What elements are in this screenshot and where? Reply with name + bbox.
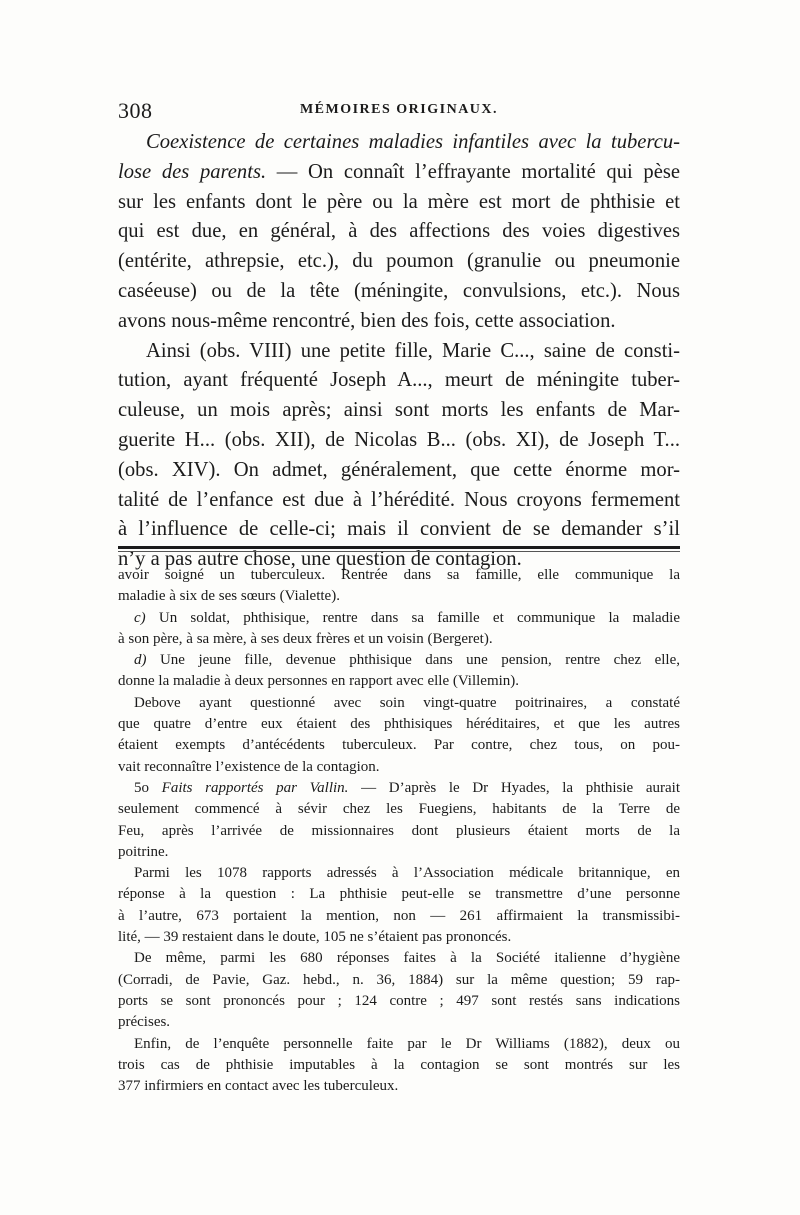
paragraph-coexistence (118, 128, 680, 337)
footnote-paragraph (118, 778, 680, 863)
footnote-paragraph (118, 1034, 680, 1098)
text-line: donne la maladie à deux personnes en rapport avec elle (Villemin). (118, 673, 520, 690)
item-label: d) (134, 652, 147, 669)
section-heading: Coexistence de certaines maladies infantiles avec la tubercu- (146, 131, 680, 153)
text-line: poitrine. (118, 843, 169, 860)
footnote-paragraph (118, 650, 680, 693)
text-line: n’y a pas autre chose, une question de contagion. (118, 548, 522, 571)
text-line: à l’influence de celle-ci; mais il convient de se demander s’il (118, 518, 680, 541)
text-line: sur les enfants dont le père ou la mère est mort de phthisie et (118, 190, 680, 213)
text-line: c) Un soldat, phthisique, rentre dans sa famille et communique la maladie (134, 609, 680, 626)
footnote-separator-thick (118, 546, 680, 549)
running-head: MÉMOIRES ORIGINAUX. (299, 102, 499, 117)
footnote-paragraph (118, 693, 680, 778)
footnotes (118, 565, 680, 1097)
text-line: ports se sont prononcés pour ; 124 contre ; 497 sont restés sans indications (118, 992, 680, 1009)
text-line: maladie à six de ses sœurs (Vialette). (118, 588, 340, 605)
text-line: culeuse, un mois après; ainsi sont morts les enfants de Mar- (118, 399, 680, 422)
main-text (118, 128, 680, 575)
text-line: avons nous-même rencontré, bien des fois, cette association. (118, 309, 616, 332)
text-line: De même, parmi les 680 réponses faites à la Société italienne d’hygiène (134, 950, 680, 967)
text-line: à son père, à sa mère, à ses deux frères et un voisin (Bergeret). (118, 630, 493, 647)
footnote-paragraph (118, 608, 680, 651)
item-label: c) (134, 609, 146, 626)
section-heading-cont: lose des parents. (118, 160, 267, 183)
text-line: Feu, après l’arrivée de missionnaires dont plusieurs étaient morts de la (118, 822, 680, 839)
text-line: caséeuse) ou de la tête (méningite, convulsions, etc.). Nous (118, 279, 680, 302)
text-line: 377 infirmiers en contact avec les tuberculeux. (118, 1078, 399, 1095)
footnote-paragraph (118, 565, 680, 608)
text-line: d) Une jeune fille, devenue phthisique dans une pension, rentre chez elle, (134, 652, 680, 669)
text-line: (entérite, athrepsie, etc.), du poumon (granulie ou pneumonie (118, 250, 680, 273)
footnote-paragraph (118, 948, 680, 1033)
text-line: talité de l’enfance est due à l’hérédité. Nous croyons fermement (118, 488, 680, 511)
text-line: (obs. XIV). On admet, généralement, que cette énorme mor- (118, 458, 680, 481)
text-line: guerite H... (obs. XII), de Nicolas B... (obs. XI), de Joseph T... (118, 428, 680, 451)
text-line: seulement commencé à sévir chez les Fuegiens, habitants de la Terre de (118, 801, 680, 818)
text-line: Parmi les 1078 rapports adressés à l’Association médicale britannique, en (134, 865, 680, 882)
page-header (118, 98, 680, 126)
item-number: 5o (134, 779, 149, 796)
text-line: 5o Faits rapportés par Vallin. — D’après le Dr Hyades, la phthisie aurait (134, 779, 681, 796)
text-line: (Corradi, de Pavie, Gaz. hebd., n. 36, 1884) sur la même question; 59 rap- (118, 971, 680, 988)
text-line: trois cas de phthisie imputables à la contagion se sont montrés sur les (118, 1056, 680, 1073)
text-line: tution, ayant fréquenté Joseph A..., meurt de méningite tuber- (118, 369, 680, 392)
text-line: étaient exempts d’antécédents tuberculeux. Par contre, chez tous, on pou- (118, 737, 680, 754)
text-line: Enfin, de l’enquête personnelle faite par le Dr Williams (1882), deux ou (134, 1035, 680, 1052)
text-line: que quatre d’entre eux étaient des phthisiques héréditaires, et que les autres (118, 716, 680, 733)
page-number: 308 (118, 98, 153, 123)
text-line: lité, — 39 restaient dans le doute, 105 ne s’étaient pas prononcés. (118, 929, 512, 946)
text-line: à l’autre, 673 portaient la mention, non — 261 affirmaient la transmissibi- (118, 907, 680, 924)
footnote-paragraph (118, 863, 680, 948)
text-line (118, 128, 680, 158)
text-line: lose des parents. — On connaît l’effrayante mortalité qui pèse (118, 160, 680, 183)
text-line: réponse à la question : La phthisie peut-elle se transmettre d’une personne (118, 886, 680, 903)
text-line: Debove ayant questionné avec soin vingt-quatre poitrinaires, a constaté (134, 694, 680, 711)
text-line: vait reconnaître l’existence de la contagion. (118, 758, 380, 775)
text-line: précises. (118, 1014, 171, 1031)
footnote-separator-thin (118, 551, 680, 552)
text-line: qui est due, en général, à des affections des voies digestives (118, 220, 680, 243)
paragraph-ainsi (118, 337, 680, 575)
text-line: Ainsi (obs. VIII) une petite fille, Marie C..., saine de consti- (146, 339, 680, 362)
text-line: avoir soigné un tuberculeux. Rentrée dans sa famille, elle communique la (118, 567, 680, 583)
subsection-heading: Faits rapportés par Vallin. (161, 779, 349, 796)
